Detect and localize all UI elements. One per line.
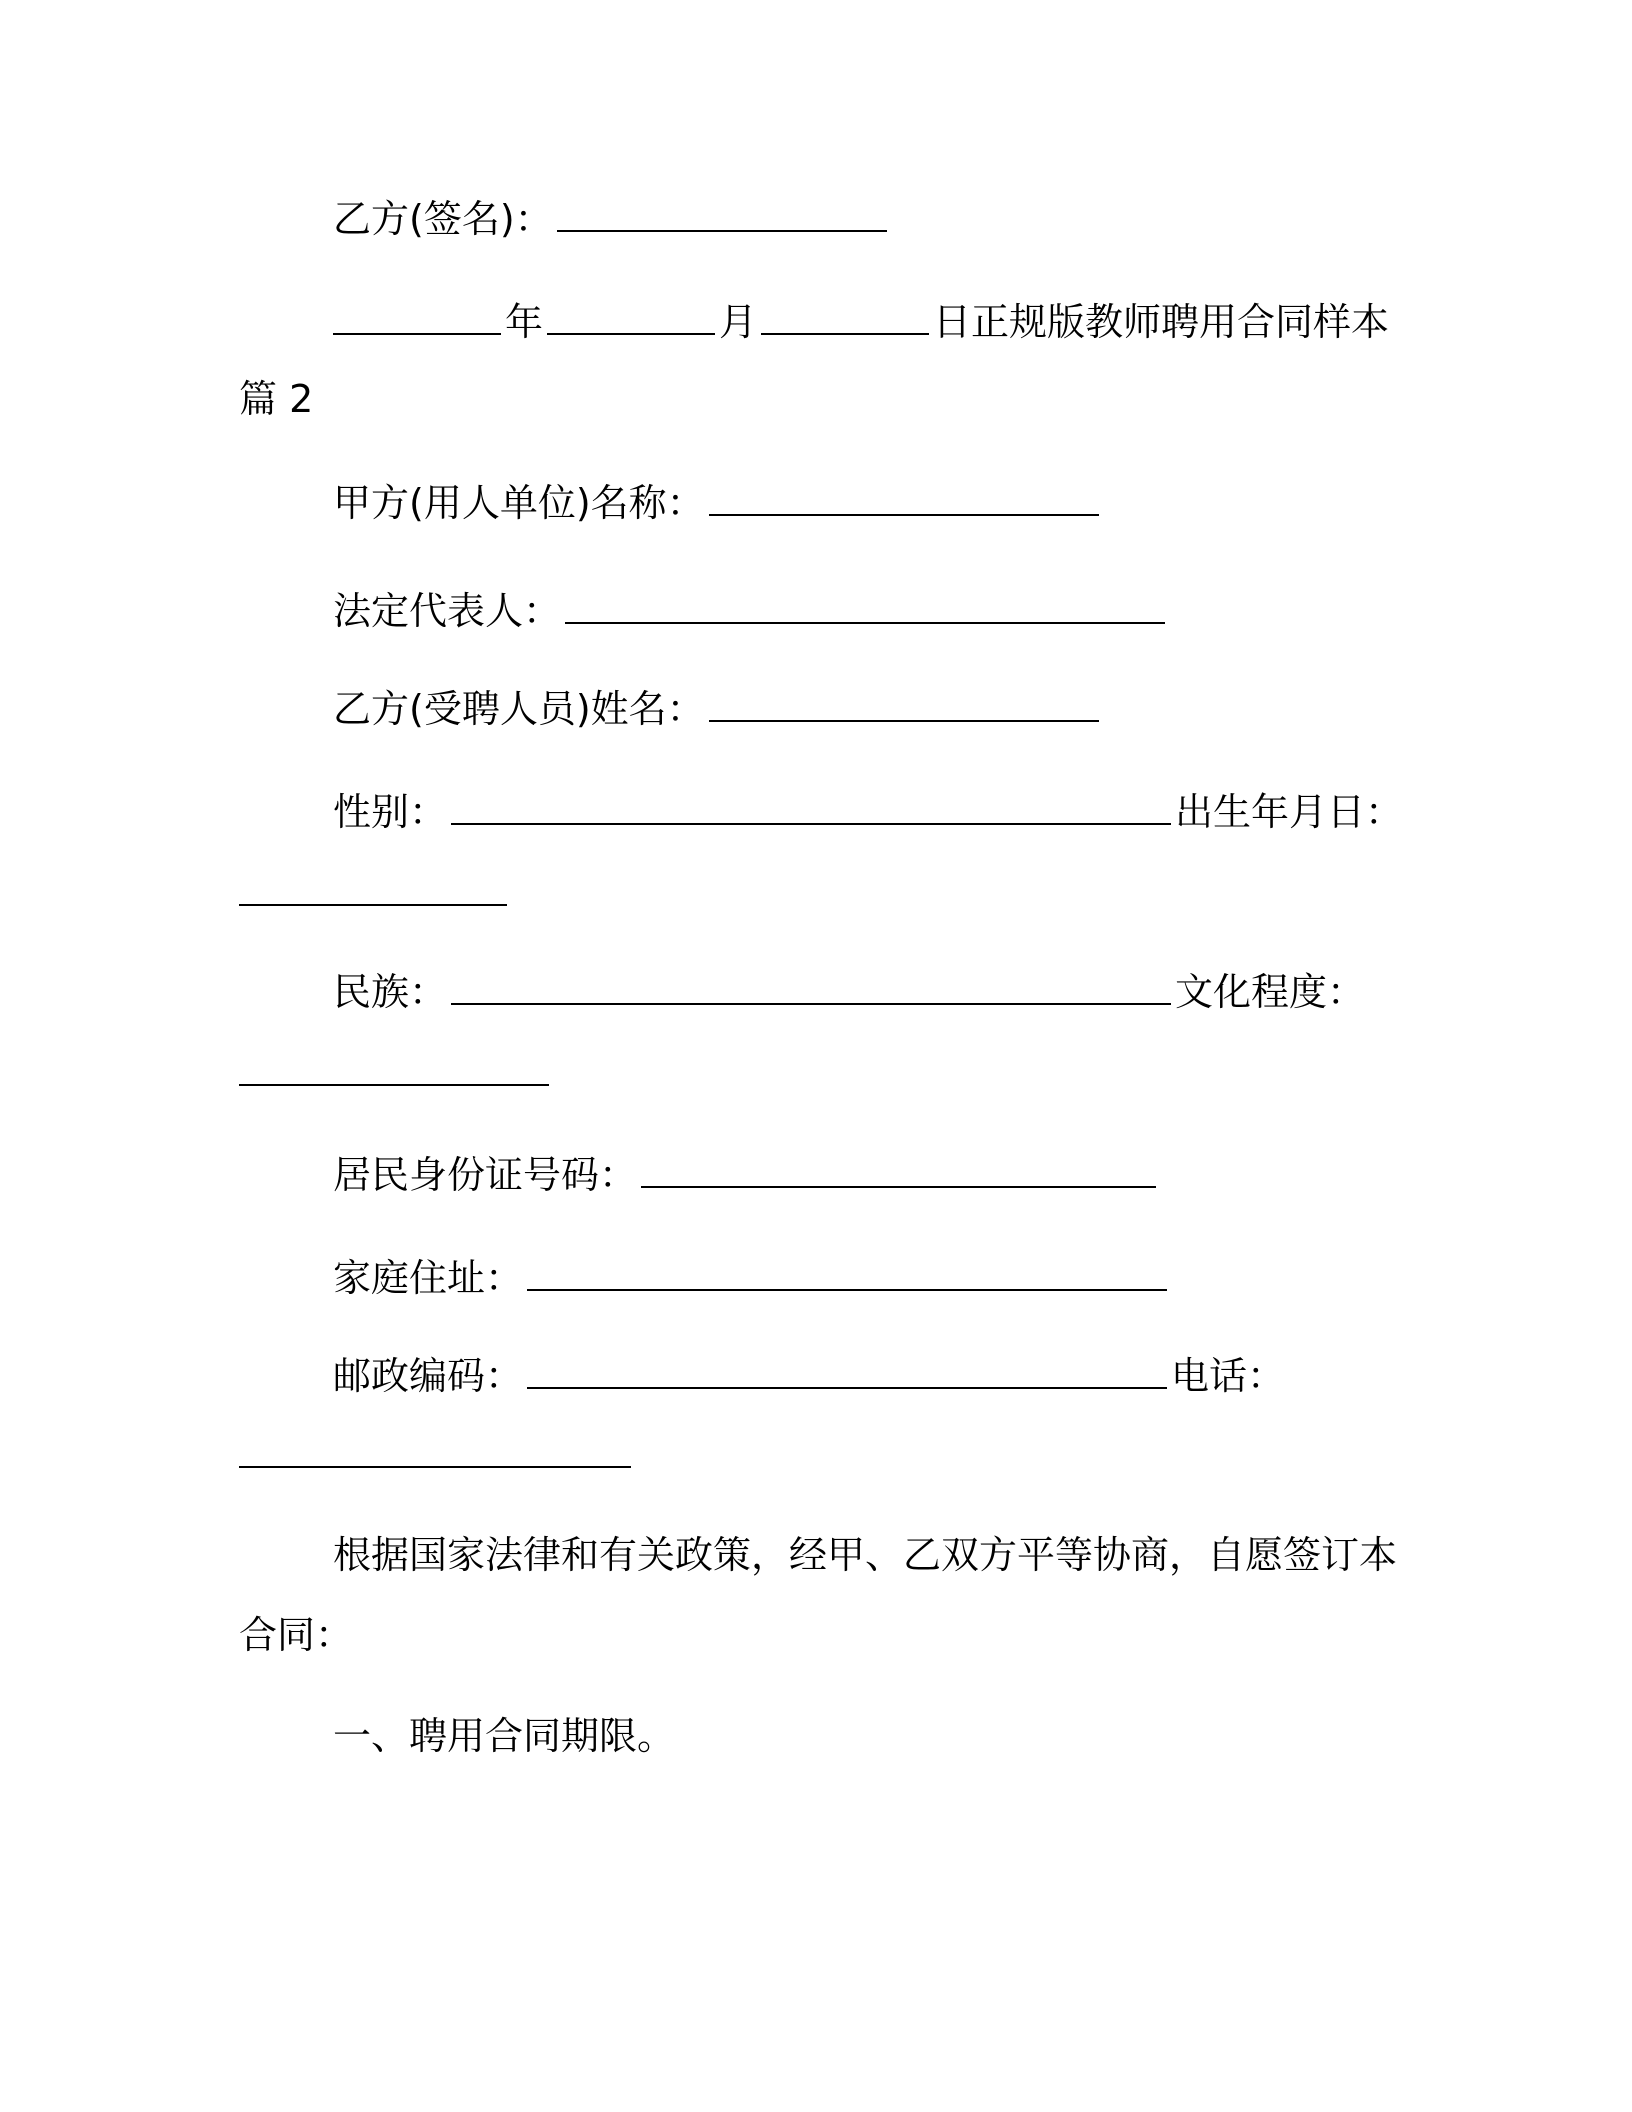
signature-b-field[interactable]	[557, 194, 887, 232]
birth-date-field-line	[239, 868, 511, 916]
ethnicity-label: 民族：	[333, 970, 448, 1014]
month-field[interactable]	[547, 297, 715, 335]
party-b-name-field[interactable]	[709, 684, 1099, 722]
legal-rep-label: 法定代表人：	[333, 589, 562, 633]
party-a-name-label: 甲方(用人单位)名称：	[333, 481, 705, 525]
section-1-heading	[333, 1713, 675, 1759]
preamble-line-2	[239, 1612, 353, 1658]
postal-code-field[interactable]	[527, 1351, 1167, 1389]
legal-rep-line	[333, 586, 1169, 634]
preamble-text-1: 根据国家法律和有关政策，经甲、乙双方平等协商，自愿签订本	[333, 1533, 1398, 1577]
birth-date-field[interactable]	[239, 868, 507, 906]
ethnicity-education-line	[333, 967, 1365, 1015]
birth-date-label: 出生年月日：	[1175, 790, 1404, 834]
education-field[interactable]	[239, 1048, 549, 1086]
education-field-line	[239, 1048, 553, 1096]
id-number-line	[333, 1150, 1160, 1198]
id-number-field[interactable]	[641, 1150, 1156, 1188]
phone-field[interactable]	[239, 1430, 631, 1468]
title-cont-label: 篇 2	[239, 377, 314, 421]
date-title-line	[333, 297, 1389, 345]
home-address-label: 家庭住址：	[333, 1256, 524, 1300]
gender-birth-line	[333, 787, 1403, 835]
id-number-label: 居民身份证号码：	[333, 1153, 638, 1197]
party-a-name-line	[333, 478, 1103, 526]
year-label: 年	[505, 300, 544, 344]
phone-label: 电话：	[1171, 1354, 1286, 1398]
month-label: 月	[719, 300, 758, 344]
gender-label: 性别：	[333, 790, 448, 834]
home-address-field[interactable]	[527, 1253, 1167, 1291]
phone-field-line	[239, 1430, 635, 1478]
day-field[interactable]	[761, 297, 929, 335]
gender-field[interactable]	[451, 787, 1171, 825]
year-field[interactable]	[333, 297, 501, 335]
education-label: 文化程度：	[1175, 970, 1366, 1014]
party-a-name-field[interactable]	[709, 478, 1099, 516]
title-continuation	[239, 376, 313, 422]
legal-rep-field[interactable]	[565, 586, 1165, 624]
signature-b-line	[333, 194, 891, 242]
preamble-text-2: 合同：	[239, 1613, 354, 1657]
section-1-text: 一、聘用合同期限。	[333, 1714, 676, 1758]
party-b-name-label: 乙方(受聘人员)姓名：	[333, 687, 705, 731]
postal-code-label: 邮政编码：	[333, 1354, 524, 1398]
home-address-line	[333, 1253, 1171, 1301]
party-b-name-line	[333, 684, 1103, 732]
postal-phone-line	[333, 1351, 1285, 1399]
day-title-label: 日正规版教师聘用合同样本	[933, 300, 1390, 344]
ethnicity-field[interactable]	[451, 967, 1171, 1005]
preamble-line-1	[333, 1532, 1397, 1578]
signature-b-label: 乙方(签名)：	[333, 197, 553, 241]
